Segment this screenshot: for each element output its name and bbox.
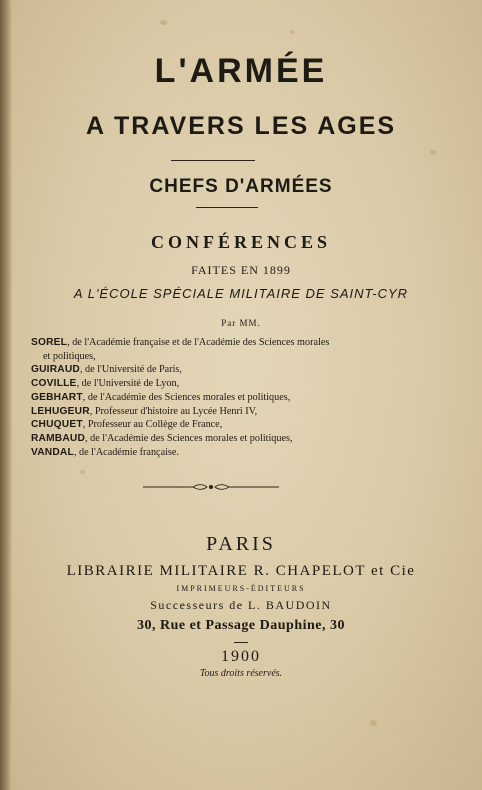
ornament-divider xyxy=(143,484,279,490)
publisher-address: 30, Rue et Passage Dauphine, 30 xyxy=(136,618,345,633)
conferences-heading: CONFÉRENCES xyxy=(150,232,332,252)
author-desc: , de l'Académie française. xyxy=(73,446,179,458)
divider-rule xyxy=(196,207,258,208)
publisher-successors: Successeurs de L. BAUDOIN xyxy=(150,598,332,612)
book-subtitle: A TRAVERS LES AGES xyxy=(85,112,397,140)
author-entry xyxy=(31,336,411,350)
divider-rule xyxy=(234,642,248,643)
section-title: CHEFS D'ARMÉES xyxy=(149,176,333,197)
author-desc: , Professeur d'histoire au Lycée Henri IV, xyxy=(89,405,258,417)
author-name: LEHUGEUR xyxy=(31,405,90,417)
author-name: COVILLE xyxy=(31,378,77,390)
author-desc: , de l'Académie française et de l'Académie des Sciences morales xyxy=(67,337,330,348)
author-desc: , Professeur au Collège de France, xyxy=(82,419,223,431)
author-name: GUIRAUD xyxy=(31,364,80,376)
author-name: SOREL xyxy=(31,337,68,348)
book-title: L'ARMÉE xyxy=(154,52,328,90)
author-name: CHUQUET xyxy=(31,419,83,431)
authors-list xyxy=(31,336,411,459)
author-name: GEBHART xyxy=(31,391,83,403)
author-entry xyxy=(31,446,411,460)
publication-year: 1900 xyxy=(221,648,261,665)
author-desc: , de l'Université de Lyon, xyxy=(76,378,180,390)
author-entry xyxy=(31,377,411,391)
author-desc: , de l'Université de Paris, xyxy=(79,364,182,376)
date-line: FAITES EN 1899 xyxy=(191,263,291,277)
author-entry-continued: et politiques, xyxy=(43,350,96,362)
place-line: A L'ÉCOLE SPÉCIALE MILITAIRE DE SAINT-CYR xyxy=(73,286,409,301)
author-entry xyxy=(31,405,411,419)
author-name: VANDAL xyxy=(31,446,74,458)
author-entry xyxy=(31,363,411,377)
rights-notice: Tous droits réservés. xyxy=(199,668,283,679)
author-entry xyxy=(31,432,411,446)
publisher-role: IMPRIMEURS-ÉDITEURS xyxy=(176,584,306,593)
author-name: RAMBAUD xyxy=(31,432,86,444)
author-desc: , de l'Académie des Sciences morales et politiques, xyxy=(85,432,293,444)
publisher-city: PARIS xyxy=(206,533,276,555)
author-desc: , de l'Académie des Sciences morales et politiques, xyxy=(82,391,291,403)
divider-rule xyxy=(171,160,255,161)
publisher-house: LIBRAIRIE MILITAIRE R. CHAPELOT et Cie xyxy=(66,563,416,579)
author-entry xyxy=(31,391,411,405)
authors-intro: Par MM. xyxy=(221,318,261,328)
author-entry xyxy=(31,418,411,432)
